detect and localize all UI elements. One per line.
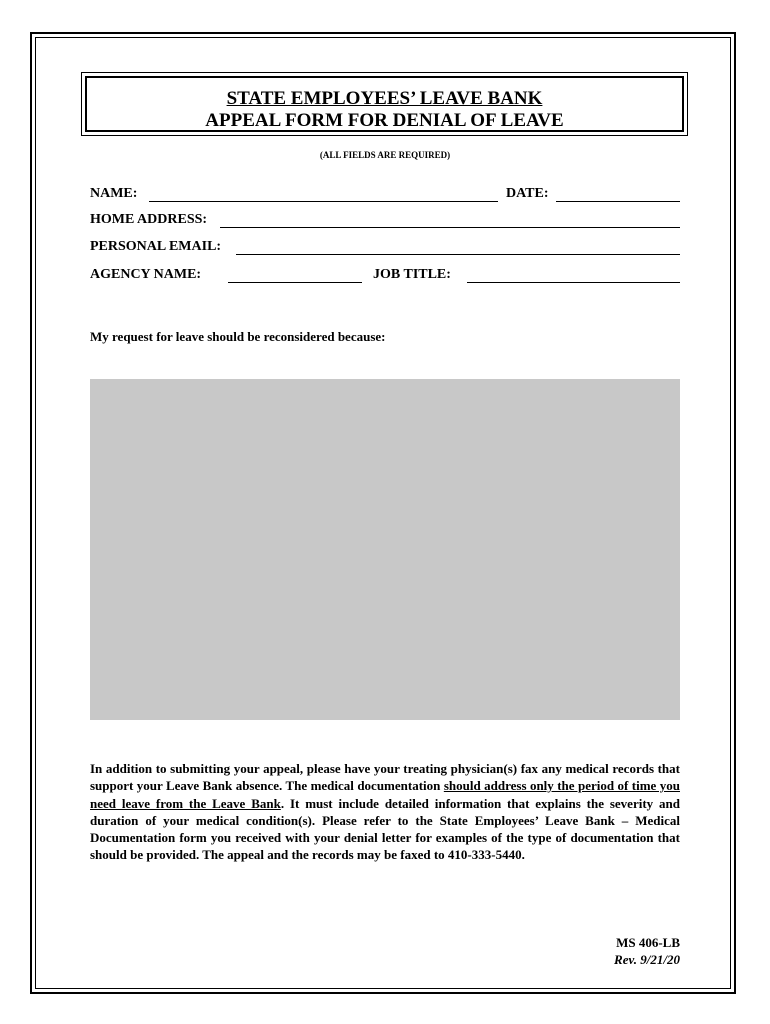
date-label: DATE: — [506, 186, 549, 201]
form-number: MS 406-LB — [616, 935, 680, 950]
home-address-label: HOME ADDRESS: — [90, 212, 208, 227]
agency-name-label: AGENCY NAME: — [90, 267, 202, 282]
title-box-inner — [85, 76, 684, 132]
title-box — [81, 72, 688, 136]
name-label: NAME: — [90, 186, 138, 201]
form-revision: Rev. 9/21/20 — [614, 952, 680, 967]
personal-email-label: PERSONAL EMAIL: — [90, 239, 222, 254]
form-identifier — [614, 934, 680, 968]
instructions-paragraph — [90, 760, 680, 864]
form-title-line1: STATE EMPLOYEES’ LEAVE BANK — [226, 88, 543, 109]
name-field[interactable] — [149, 201, 498, 202]
instructions-text-1: In addition to submitting your appeal, please have your treating physician(s) fax any medical records that support your Leave Bank absence. The medical documentation — [90, 761, 680, 794]
job-title-label: JOB TITLE: — [373, 267, 451, 282]
required-note: (ALL FIELDS ARE REQUIRED) — [319, 150, 451, 160]
reason-textarea[interactable] — [90, 379, 680, 720]
name-date-row — [90, 186, 680, 204]
reason-prompt: My request for leave should be reconsidered because: — [90, 329, 386, 344]
job-title-field[interactable] — [467, 282, 680, 283]
agency-job-row — [90, 267, 680, 285]
form-title-line2: APPEAL FORM FOR DENIAL OF LEAVE — [205, 110, 564, 131]
instructions-text-2: . It must include detailed information that explains the severity and duration of your medical condition(s). Please refer to the State Employees’ Leave Bank – Medical Documentation form you received with your denial letter for examples of the type of documentation that should be provided. The appeal and the records may be faxed to 410-333-5440. — [90, 795, 680, 863]
agency-name-field[interactable] — [228, 282, 362, 283]
instructions-underlined-text: should address only the period of time you need leave from the Leave Bank — [90, 778, 680, 811]
home-address-field[interactable] — [220, 227, 680, 228]
personal-email-field[interactable] — [236, 254, 680, 255]
personal-email-row — [90, 239, 680, 257]
date-field[interactable] — [556, 201, 680, 202]
home-address-row — [90, 212, 680, 230]
